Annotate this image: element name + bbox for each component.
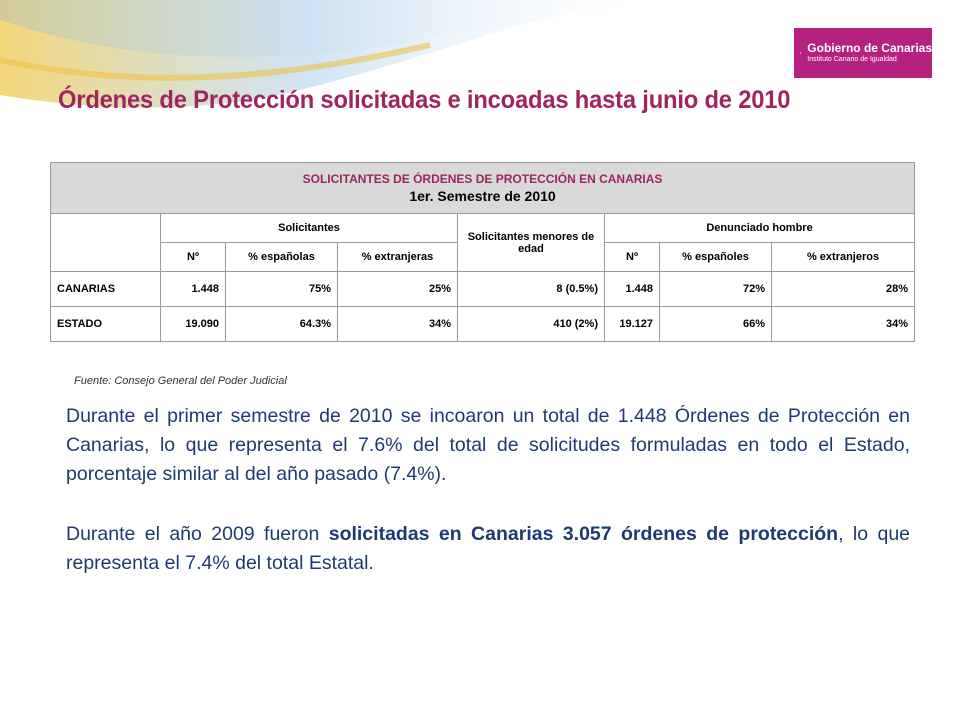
table-row <box>51 272 915 307</box>
subheader-n: Nº <box>161 243 226 272</box>
row-label: CANARIAS <box>51 272 161 307</box>
table-subtitle: 1er. Semestre de 2010 <box>409 188 556 204</box>
paragraph-second-end: , lo que representa el 7.4% del total Estatal. <box>66 523 911 574</box>
source-note: Fuente: Consejo General del Poder Judicial <box>74 375 287 387</box>
group-solicitantes: Solicitantes <box>161 214 458 243</box>
cell-menores: 410 (2%) <box>458 307 605 342</box>
paragraph-second <box>66 520 910 578</box>
subheader-espanoles: % españoles <box>660 243 772 272</box>
gobierno-de-canarias-logo <box>794 28 932 78</box>
page-title: Órdenes de Protección solicitadas e incoadas hasta junio de 2010 <box>58 86 791 114</box>
subheader-extranjeras: % extranjeras <box>338 243 458 272</box>
protection-orders-table <box>50 162 915 342</box>
group-header-row <box>51 214 915 243</box>
cell-espanolas: 75% <box>226 272 338 307</box>
cell-n2: 19.127 <box>605 307 660 342</box>
cell-extranjeros: 34% <box>772 307 915 342</box>
logo-subtitle: Instituto Canario de Igualdad <box>807 55 897 63</box>
group-menores: Solicitantes menores de edad <box>458 214 605 272</box>
group-denunciado: Denunciado hombre <box>605 214 915 243</box>
coat-of-arms-icon <box>800 34 801 72</box>
cell-espanolas: 64.3% <box>226 307 338 342</box>
subheader-n2: Nº <box>605 243 660 272</box>
table-title: SOLICITANTES DE ÓRDENES DE PROTECCIÓN EN CANARIAS <box>302 172 663 186</box>
table-header <box>51 163 915 214</box>
logo-name: Gobierno de Canarias <box>807 41 932 56</box>
cell-n: 19.090 <box>161 307 226 342</box>
paragraph-second-start: Durante el año 2009 fueron <box>66 523 329 545</box>
row-label: ESTADO <box>51 307 161 342</box>
subheader-extranjeros: % extranjeros <box>772 243 915 272</box>
cell-n2: 1.448 <box>605 272 660 307</box>
cell-extranjeras: 34% <box>338 307 458 342</box>
cell-n: 1.448 <box>161 272 226 307</box>
paragraph-first: Durante el primer semestre de 2010 se incoaron un total de 1.448 Órdenes de Protección en Canarias, lo que representa el 7.6% del total de solicitudes formuladas en todo el Estado, porcentaje similar al del año pasado (7.4%). <box>66 405 910 485</box>
subheader-espanolas: % españolas <box>226 243 338 272</box>
cell-menores: 8 (0.5%) <box>458 272 605 307</box>
table-row <box>51 307 915 342</box>
cell-extranjeras: 25% <box>338 272 458 307</box>
empty-corner-cell <box>51 214 161 272</box>
cell-espanoles: 72% <box>660 272 772 307</box>
cell-extranjeros: 28% <box>772 272 915 307</box>
cell-espanoles: 66% <box>660 307 772 342</box>
paragraph-second-bold: solicitadas en Canarias 3.057 órdenes de protección <box>328 523 839 545</box>
